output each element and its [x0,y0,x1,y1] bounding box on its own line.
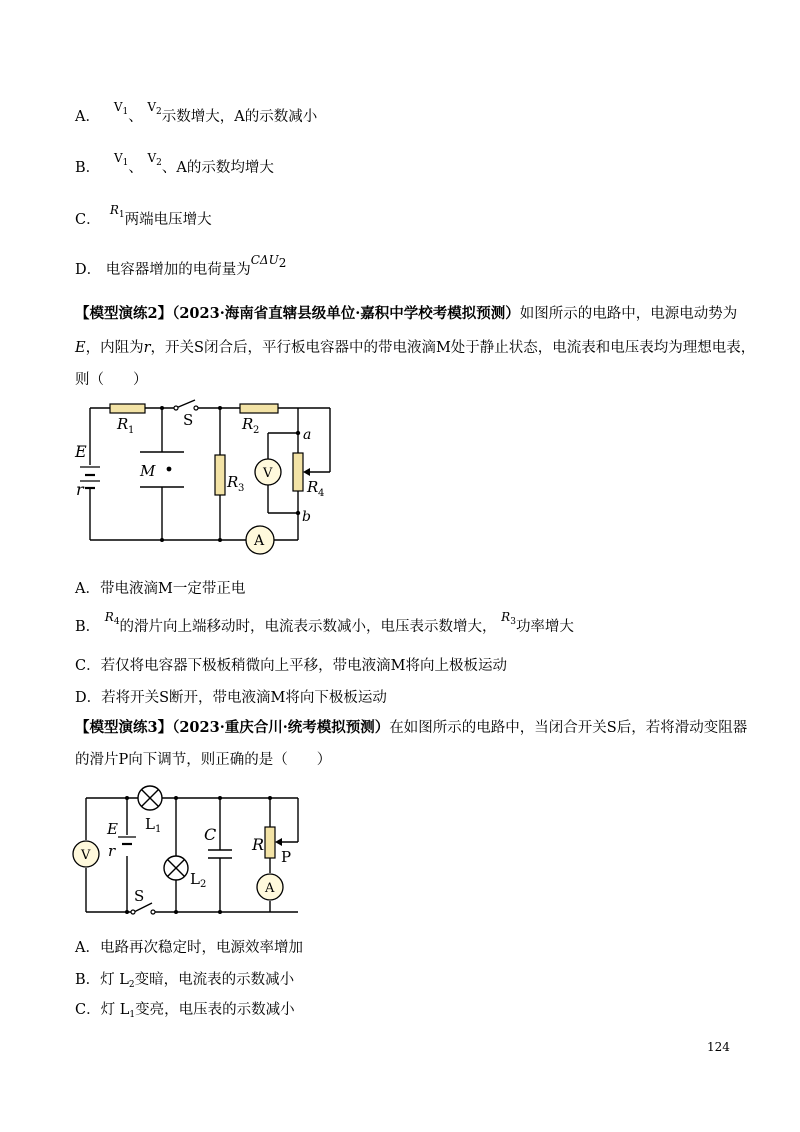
q3-label-R: R [252,835,265,854]
q2-label-r: r [76,480,84,499]
q2-label-R4-sub: 4 [318,488,325,499]
q3-label-r: r [108,842,116,860]
q3-label-L1-sub: 1 [155,824,162,835]
q3-stem-line1: 【模型演练3】（2023·重庆合川·统考模拟预测）在如图所示的电路中，当闭合开关S后，若将滑动变阻器 [75,719,748,736]
q3-circuit-diagram [70,780,320,925]
option-d-prev: D． 电容器增加的电荷量为$^{C\Delta U2}$ [75,253,287,278]
q2-label-b: b [302,509,311,525]
q3-option-a: A．电路再次稳定时，电源效率增加 [75,940,303,956]
q3-stem-line2: 的滑片P向下调节，则正确的是（ ） [75,752,332,768]
q2-label-R3: R [227,473,239,491]
option-b-prev: B． $^{V_1}$、 $^{V_2}$、A的示数均增大 [75,151,274,176]
q3-label-L2: L [190,870,200,888]
q2-label-R4: R [307,478,319,496]
q3-option-b: B．灯 $L_2$变暗，电流表的示数减小 [75,972,295,990]
q2-label-S: S [183,411,194,429]
q3-label-P: P [281,848,292,866]
option-a-prev: A． $^{V_1}$、 $^{V_2}$示数增大，A的示数减小 [75,100,318,125]
q2-ammeter-label: A [254,533,265,549]
q3-voltmeter-label: V [81,848,91,863]
q2-option-a: A．带电液滴M一定带正电 [75,581,246,597]
q2-circuit-diagram [70,395,350,560]
q2-stem-line3: 则（ ） [75,372,148,388]
q2-stem-line1: 【模型演练2】（2023·海南省直辖县级单位·嘉积中学校考模拟预测）如图所示的电路中，电源电动势为 [75,305,738,322]
q2-label-R2: R [242,415,254,433]
q3-label-S: S [134,887,145,905]
q2-label-E: E [75,442,87,461]
q3-label-E: E [107,820,118,838]
q3-ammeter-label: A [265,881,275,896]
q2-voltmeter-label: V [263,466,273,481]
q2-label-a: a [303,427,312,443]
option-c-prev: C． $^{R_1}$两端电压增大 [75,203,212,228]
q3-label-L1: L [145,815,155,833]
q2-option-b: B． $^{R_4}$的滑片向上端移动时，电流表示数减小，电压表示数增大， $^{R_3}$功率增大 [75,610,574,635]
q3-option-c: C．灯 $L_1$变亮，电压表的示数减小 [75,1002,295,1020]
q2-label-R2-sub: 2 [253,425,260,436]
q2-label-M: M [140,462,156,480]
q3-label-C: C [204,825,217,844]
q3-label-L2-sub: 2 [200,879,207,890]
q2-option-d: D．若将开关S断开，带电液滴M将向下极板运动 [75,690,387,706]
q2-label-R1-sub: 1 [128,425,135,436]
q2-stem-line2: E，内阻为r，开关S闭合后，平行板电容器中的带电液滴M处于静止状态，电流表和电压表均为理想电表， [75,340,756,356]
q2-option-c: C．若仅将电容器下极板稍微向上平移，带电液滴M将向上极板运动 [75,658,507,674]
page-number: 124 [707,1040,730,1054]
q2-label-R3-sub: 3 [238,483,245,494]
q2-label-R1: R [117,415,129,433]
